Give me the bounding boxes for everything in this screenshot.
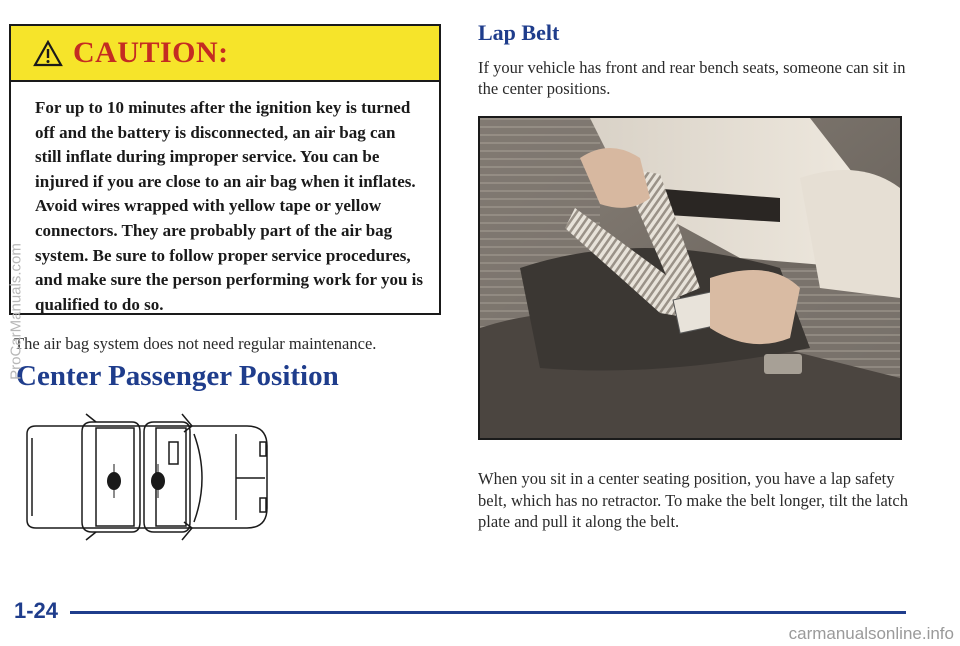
caution-box: [9, 24, 441, 315]
section-heading: Center Passenger Position: [16, 360, 339, 392]
lap-belt-photo-illustration: [480, 118, 900, 438]
maintenance-text: The air bag system does not need regular maintenance.: [14, 334, 377, 353]
side-watermark: ProCarManuals.com: [7, 243, 25, 380]
caution-text: For up to 10 minutes after the ignition key is turned off and the battery is disconnected, an air bag can still inflate during improper service. You can be injured if you are close to an air bag when it inflates. Avoid wires wrapped with yellow tape or yellow connectors. They are probably part of the air bag system. Be sure to follow proper service procedures, and make sure the person performing work for you is qualified to do so.: [35, 98, 424, 314]
vehicle-seating-diagram: [22, 412, 272, 552]
lap-belt-intro: If your vehicle has front and rear bench seats, someone can sit in the center positions.: [478, 58, 906, 98]
center-seating-text: When you sit in a center seating position, you have a lap safety belt, which has no retractor. To make the belt longer, tilt the latch plate and pull it along the belt.: [478, 469, 908, 531]
page-number: 1-24: [14, 598, 59, 623]
lap-belt-heading: Lap Belt: [478, 20, 560, 45]
warning-triangle-icon: [33, 40, 63, 67]
caution-title: CAUTION:: [73, 36, 229, 69]
caution-header: [11, 26, 439, 82]
footer-rule: [70, 611, 906, 614]
bottom-watermark: carmanualsonline.info: [788, 624, 954, 643]
lap-belt-photo: [478, 116, 902, 440]
